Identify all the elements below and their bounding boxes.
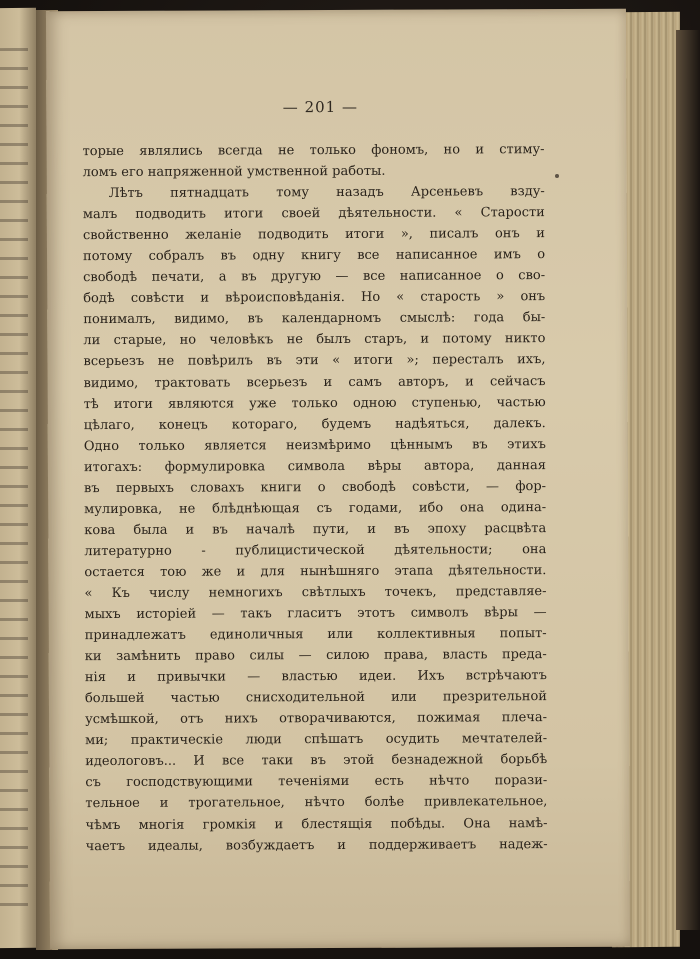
text-line: Лѣтъ пятнадцать тому назадъ Арсеньевъ взду-: [108, 184, 545, 202]
ink-speck: [555, 174, 559, 178]
text-line: ми; практическіе люди спѣшатъ осудить мечтателей-: [85, 731, 548, 749]
text-line: чаетъ идеалы, возбуждаетъ и поддерживаетъ надеж-: [85, 836, 548, 854]
text-line: бодѣ совѣсти и вѣроисповѣданія. Но « старость » онъ: [83, 289, 546, 307]
text-line: съ господствующими теченіями есть нѣчто порази-: [85, 773, 548, 791]
text-line: чѣмъ многія громкія и блестящія побѣды. Она намѣ-: [85, 815, 548, 833]
text-line: цѣлаго, конецъ котораго, будемъ надѣяться, далекъ.: [83, 415, 546, 433]
text-line: тѣ итоги являются уже только одною ступенью, частью: [83, 394, 546, 412]
text-line: малъ подводить итоги своей дѣятельности. « Старости: [82, 205, 545, 223]
text-line: кова была и въ началѣ пути, и въ эпоху расцвѣта: [84, 520, 547, 538]
page-text-body: [83, 139, 548, 857]
text-line: ки замѣнить право силы — силою права, власть преда-: [84, 647, 547, 665]
text-line: мыхъ исторіей — такъ гласитъ этотъ символъ вѣры —: [84, 605, 547, 623]
facing-page-edge: [0, 8, 36, 948]
text-line: большей частью снисходительной или презрительной: [84, 689, 547, 707]
text-line: принадлежатъ единоличныя или коллективныя попыт-: [84, 626, 547, 644]
text-line: литературно - публицистической дѣятельности; она: [84, 541, 547, 559]
text-line: потому собралъ въ одну книгу все написанное имъ о: [82, 247, 546, 265]
text-line: ли старые, но человѣкъ не былъ старъ, и потому никто: [83, 331, 546, 349]
text-line: идеологовъ... И все таки въ этой безнадежной борьбѣ: [85, 752, 548, 770]
text-line: нія и привычки — властью идеи. Ихъ встрѣчаютъ: [84, 668, 547, 686]
text-line: остается тою же и для нынѣшняго этапа дѣятельности.: [84, 563, 547, 581]
text-line: въ первыхъ словахъ книги о свободѣ совѣсти, — фор-: [84, 478, 547, 496]
book-page: [46, 9, 630, 950]
facing-page-text-fragment: [0, 48, 28, 908]
text-line: ломъ его напряженной умственной работы.: [82, 163, 386, 181]
text-line: итогахъ: формулировка символа вѣры автора, данная: [83, 457, 546, 475]
page-number: — 201 —: [282, 97, 358, 117]
text-line: торые являлись всегда не только фономъ, но и стиму-: [82, 142, 545, 160]
text-line: видимо, трактовать всерьезъ и самъ авторъ, и сейчасъ: [83, 373, 546, 391]
text-line: всерьезъ не повѣрилъ въ эти « итоги »; пересталъ ихъ,: [83, 352, 546, 370]
text-line: мулировка, не блѣднѣющая съ годами, ибо она одина-: [84, 499, 547, 517]
text-line: « Къ числу немногихъ свѣтлыхъ точекъ, представляе-: [84, 584, 547, 602]
text-line: понималъ, видимо, въ календарномъ смыслѣ: года бы-: [83, 310, 546, 328]
text-line: усмѣшкой, отъ нихъ отворачиваются, пожимая плеча-: [85, 710, 548, 728]
book-cover-edge: [676, 30, 700, 930]
text-line: Одно только является неизмѣримо цѣннымъ въ этихъ: [83, 436, 546, 454]
text-line: тельное и трогательное, нѣчто болѣе привлекательное,: [85, 794, 548, 812]
text-line: свободѣ печати, а въ другую — все написанное о сво-: [83, 268, 546, 286]
text-line: свойственно желаніе подводить итоги », писалъ онъ и: [82, 226, 545, 244]
